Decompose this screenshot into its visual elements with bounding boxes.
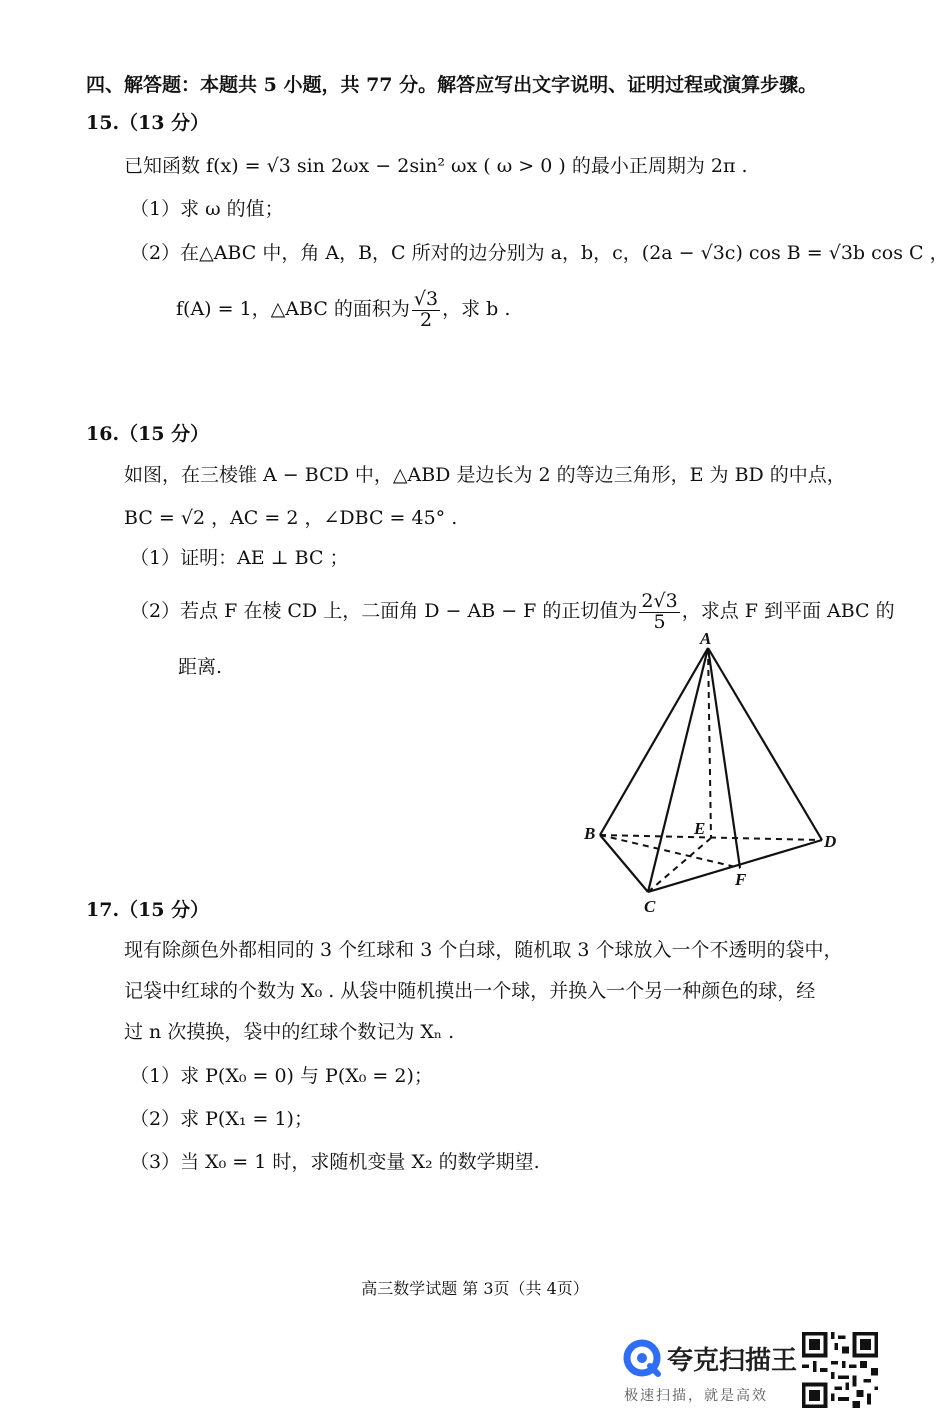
segment-ae-hidden xyxy=(708,648,711,838)
scanner-app-title: 夸克扫描王 xyxy=(667,1346,798,1376)
q15-part2-line2-post: ，求 b . xyxy=(442,298,511,320)
label-a: A xyxy=(700,630,712,648)
label-c: C xyxy=(644,897,656,916)
qr-code-icon xyxy=(802,1332,878,1408)
q15-area-denominator: 2 xyxy=(419,308,433,331)
label-f: F xyxy=(735,870,747,889)
q16-part1: （1）证明：AE ⊥ BC ； xyxy=(130,547,349,569)
q17-stem-line2: 记袋中红球的个数为 X₀ . 从袋中随机摸出一个球，并换入一个另一种颜色的球，经 xyxy=(124,980,816,1002)
edge-af xyxy=(708,648,740,868)
edge-ac xyxy=(648,648,708,892)
q15-part2-line2-pre: f(A) = 1，△ABC 的面积为 xyxy=(176,298,410,320)
q15-part2-line2 xyxy=(176,284,510,334)
label-b: B xyxy=(584,824,596,843)
q16-stem-line2: BC = √2 ，AC = 2 ，∠DBC = 45° . xyxy=(124,507,458,529)
segment-ce-hidden xyxy=(648,838,711,892)
q16-part2 xyxy=(130,586,895,636)
q16-tan-numerator: 2√3 xyxy=(641,589,678,612)
q17-part1: （1）求 P(X₀ = 0) 与 P(X₀ = 2)； xyxy=(130,1065,433,1087)
q16-part2-pre: （2）若点 F 在棱 CD 上，二面角 D − AB − F 的正切值为 xyxy=(130,600,638,622)
q15-part1: （1）求 ω 的值； xyxy=(130,198,284,220)
q16-stem-line1: 如图，在三棱锥 A − BCD 中，△ABD 是边长为 2 的等边三角形，E 为 BD 的中点， xyxy=(124,464,846,486)
quark-logo-icon xyxy=(620,1336,664,1380)
q15-area-numerator: √3 xyxy=(413,287,439,310)
q17-header: 17.（15 分） xyxy=(86,899,210,921)
page-footer: 高三数学试题 第 3页（共 4页） xyxy=(361,1279,589,1298)
q16-part2-continuation: 距离. xyxy=(178,656,223,678)
edge-ab xyxy=(600,648,708,835)
q16-tan-denominator: 5 xyxy=(653,610,666,633)
label-d: D xyxy=(824,832,837,851)
q15-part2: （2）在△ABC 中，角 A，B，C 所对的边分别为 a，b，c，(2a − √3c) cos B = √3b cos C ， xyxy=(130,242,949,264)
edge-bc xyxy=(600,835,648,892)
q15-area-fraction xyxy=(412,287,440,331)
q16-tan-fraction xyxy=(639,589,679,633)
q15-stem: 已知函数 f(x) = √3 sin 2ωx − 2sin² ωx ( ω > 0 ) 的最小正周期为 2π . xyxy=(124,155,748,177)
section-heading: 四、解答题：本题共 5 小题，共 77 分。解答应写出文字说明、证明过程或演算步骤。 xyxy=(86,74,818,96)
q16-header: 16.（15 分） xyxy=(86,423,210,445)
q17-stem-line3: 过 n 次摸换，袋中的红球个数记为 Xₙ . xyxy=(124,1021,455,1043)
q17-part2: （2）求 P(X₁ = 1)； xyxy=(130,1108,313,1130)
q15-header: 15.（13 分） xyxy=(86,112,210,134)
edge-ad xyxy=(708,648,822,840)
segment-bf-hidden xyxy=(600,835,740,868)
q17-part3: （3）当 X₀ = 1 时，求随机变量 X₂ 的数学期望. xyxy=(130,1151,540,1173)
tetrahedron-figure xyxy=(560,630,860,920)
label-e: E xyxy=(694,819,706,838)
q16-part2-post: ，求点 F 到平面 ABC 的 xyxy=(681,600,895,622)
q17-stem-line1: 现有除颜色外都相同的 3 个红球和 3 个白球，随机取 3 个球放入一个不透明的袋中， xyxy=(124,939,843,961)
scanner-app-slogan: 极速扫描，就是高效 xyxy=(624,1388,768,1404)
